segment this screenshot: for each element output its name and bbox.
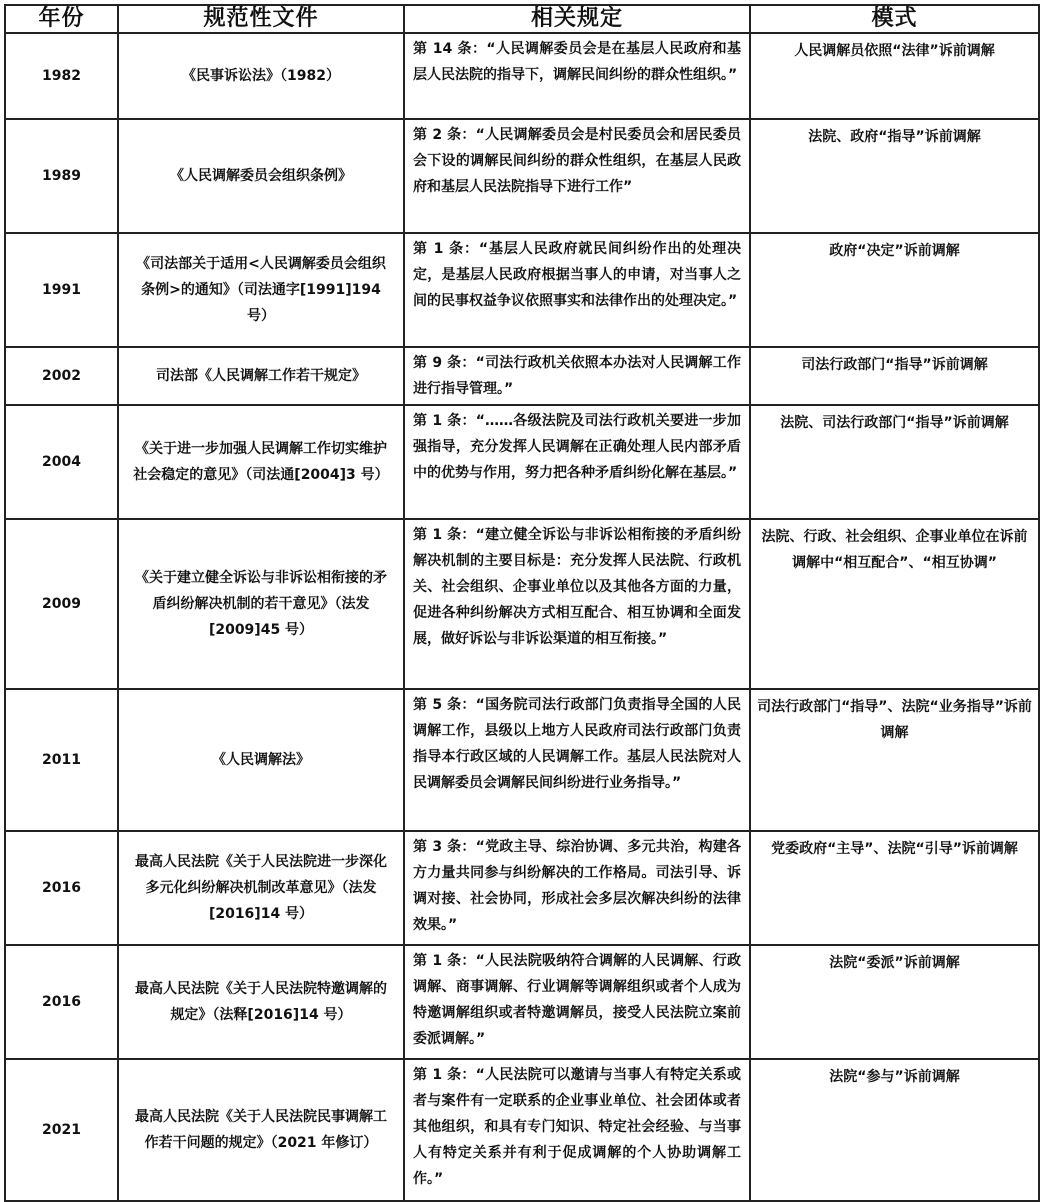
row-year: 2004 (5, 405, 118, 519)
row-document: 《人民调解委员会组织条例》 (118, 119, 404, 233)
row-year: 2002 (5, 347, 118, 405)
row-mode: 人民调解员依照“法律”诉前调解 (750, 33, 1039, 119)
header-document: 规范性文件 (118, 5, 404, 33)
table-header-row (5, 5, 1039, 33)
row-rule: 第 1 条：“基层人民政府就民间纠纷作出的处理决定，是基层人民政府根据当事人的申请，对当事人之间的民事权益争议依照事实和法律作出的处理决定。” (404, 233, 750, 347)
row-rule: 第 5 条：“国务院司法行政部门负责指导全国的人民调解工作，县级以上地方人民政府司法行政部门负责指导本行政区域的人民调解工作。基层人民法院对人民调解委员会调解民间纠纷进行业务指导。” (404, 689, 750, 831)
row-mode: 司法行政部门“指导”诉前调解 (750, 347, 1039, 405)
row-year: 1989 (5, 119, 118, 233)
row-rule: 第 1 条：“人民法院可以邀请与当事人有特定关系或者与案件有一定联系的企业事业单位、社会团体或者其他组织，和具有专门知识、特定社会经验、与当事人有特定关系并有利于促成调解的个人协助调解工作。” (404, 1059, 750, 1201)
table-row (5, 945, 1039, 1059)
row-mode: 法院、行政、社会组织、企事业单位在诉前调解中“相互配合”、“相互协调” (750, 519, 1039, 689)
header-rule: 相关规定 (404, 5, 750, 33)
row-year: 1991 (5, 233, 118, 347)
header-mode: 模式 (750, 5, 1039, 33)
row-rule: 第 2 条：“人民调解委员会是村民委员会和居民委员会下设的调解民间纠纷的群众性组织，在基层人民政府和基层人民法院指导下进行工作” (404, 119, 750, 233)
row-year: 2011 (5, 689, 118, 831)
row-mode: 党委政府“主导”、法院“引导”诉前调解 (750, 831, 1039, 945)
table-row (5, 519, 1039, 689)
row-year: 2021 (5, 1059, 118, 1201)
row-document: 最高人民法院《关于人民法院进一步深化多元化纠纷解决机制改革意见》（法发[2016]14 号） (118, 831, 404, 945)
row-rule: 第 1 条：“……各级法院及司法行政机关要进一步加强指导，充分发挥人民调解在正确处理人民内部矛盾中的优势与作用，努力把各种矛盾纠纷化解在基层。” (404, 405, 750, 519)
row-mode: 司法行政部门“指导”、法院“业务指导”诉前调解 (750, 689, 1039, 831)
row-document: 最高人民法院《关于人民法院特邀调解的规定》（法释[2016]14 号） (118, 945, 404, 1059)
row-document: 最高人民法院《关于人民法院民事调解工作若干问题的规定》（2021 年修订） (118, 1059, 404, 1201)
table-row (5, 405, 1039, 519)
table-row (5, 347, 1039, 405)
table-row (5, 1059, 1039, 1201)
row-rule: 第 14 条：“人民调解委员会是在基层人民政府和基层人民法院的指导下，调解民间纠纷的群众性组织。” (404, 33, 750, 119)
row-rule: 第 3 条：“党政主导、综治协调、多元共治，构建各方力量共同参与纠纷解决的工作格局。司法引导、诉调对接、社会协同，形成社会多层次解决纠纷的法律效果。” (404, 831, 750, 945)
row-rule: 第 1 条：“人民法院吸纳符合调解的人民调解、行政调解、商事调解、行业调解等调解组织或者个人成为特邀调解组织或者特邀调解员，接受人民法院立案前委派调解。” (404, 945, 750, 1059)
row-mode: 法院“委派”诉前调解 (750, 945, 1039, 1059)
regulations-table (4, 4, 1040, 1202)
row-mode: 政府“决定”诉前调解 (750, 233, 1039, 347)
row-year: 2009 (5, 519, 118, 689)
row-document: 司法部《人民调解工作若干规定》 (118, 347, 404, 405)
row-year: 2016 (5, 945, 118, 1059)
row-year: 1982 (5, 33, 118, 119)
row-mode: 法院、政府“指导”诉前调解 (750, 119, 1039, 233)
row-mode: 法院、司法行政部门“指导”诉前调解 (750, 405, 1039, 519)
table-row (5, 33, 1039, 119)
row-rule: 第 9 条：“司法行政机关依照本办法对人民调解工作进行指导管理。” (404, 347, 750, 405)
row-document: 《人民调解法》 (118, 689, 404, 831)
row-document: 《关于建立健全诉讼与非诉讼相衔接的矛盾纠纷解决机制的若干意见》（法发[2009]45 号） (118, 519, 404, 689)
header-year: 年份 (5, 5, 118, 33)
table-row (5, 689, 1039, 831)
row-document: 《关于进一步加强人民调解工作切实维护社会稳定的意见》（司法通[2004]3 号） (118, 405, 404, 519)
row-document: 《民事诉讼法》（1982） (118, 33, 404, 119)
row-rule: 第 1 条：“建立健全诉讼与非诉讼相衔接的矛盾纠纷解决机制的主要目标是：充分发挥人民法院、行政机关、社会组织、企事业单位以及其他各方面的力量，促进各种纠纷解决方式相互配合、相互协调和全面发展，做好诉讼与非诉讼渠道的相互衔接。” (404, 519, 750, 689)
row-mode: 法院“参与”诉前调解 (750, 1059, 1039, 1201)
table-row (5, 119, 1039, 233)
table-row (5, 831, 1039, 945)
table-row (5, 233, 1039, 347)
row-document: 《司法部关于适用<人民调解委员会组织条例>的通知》（司法通字[1991]194 号） (118, 233, 404, 347)
row-year: 2016 (5, 831, 118, 945)
